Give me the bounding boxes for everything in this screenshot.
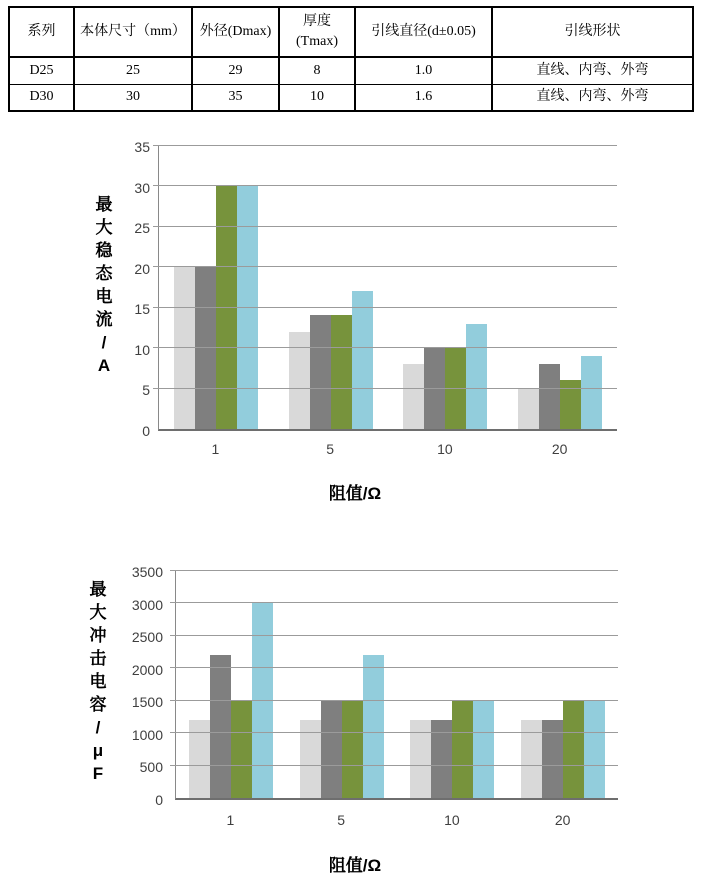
x-axis-title: 阻值/Ω [328, 856, 382, 875]
y-tick-label: 35 [134, 139, 150, 155]
table-cell: 30 [74, 84, 192, 111]
bar-green-series [563, 700, 584, 798]
table-cell: 直线、内弯、外弯 [492, 57, 693, 84]
y-tick-label: 0 [142, 423, 150, 439]
y-tick-label: 1500 [131, 694, 163, 711]
bar-blue-series [581, 356, 602, 429]
y-tick-label: 1000 [131, 726, 163, 743]
y-tick-label: 30 [134, 179, 150, 196]
y-axis-title-char: 大 [89, 603, 107, 622]
bar-blue-series [352, 291, 373, 429]
table-cell: D25 [9, 57, 74, 84]
bar-green-series [231, 700, 252, 798]
y-axis-title-char: 电 [89, 672, 107, 691]
y-tick-label: 15 [134, 301, 150, 318]
y-axis-title-char: / [95, 718, 101, 737]
y-tick-label: 20 [134, 260, 150, 277]
gridline [170, 667, 618, 668]
table-cell: 8 [279, 57, 355, 84]
bar-group [176, 570, 287, 798]
bar-group [508, 570, 619, 798]
table-row [9, 57, 693, 84]
gridline [170, 635, 618, 636]
y-tick-label: 500 [139, 759, 163, 776]
x-tick-label: 1 [211, 441, 220, 457]
spec-table-head [9, 7, 693, 57]
y-axis-title-char: A [97, 356, 111, 375]
y-axis-title-char: 最 [95, 195, 113, 214]
bar-group [503, 145, 618, 429]
gridline [170, 602, 618, 603]
bar-light-gray-series [289, 332, 310, 429]
bar-blue-series [584, 700, 605, 798]
x-tick-label: 10 [444, 812, 460, 828]
x-axis-title: 阻值/Ω [328, 484, 382, 503]
plot-area [158, 145, 617, 431]
y-tick-label: 2500 [131, 629, 163, 646]
gridline [170, 732, 618, 733]
column-header: 系列 [9, 7, 74, 57]
bar-light-gray-series [518, 388, 539, 429]
bar-groups [176, 570, 618, 798]
column-header: 引线直径(d±0.05) [355, 7, 492, 57]
gridline [170, 570, 618, 571]
column-header: 厚度(Tmax) [279, 7, 355, 57]
bar-group [274, 145, 389, 429]
table-cell: 1.0 [355, 57, 492, 84]
bar-light-gray-series [403, 364, 424, 429]
gridline [153, 388, 617, 389]
bar-blue-series [363, 655, 384, 798]
column-header: 本体尺寸（mm） [74, 7, 192, 57]
y-tick-label: 10 [134, 341, 150, 358]
table-cell: 10 [279, 84, 355, 111]
y-axis-title [84, 578, 112, 785]
y-tick-label: 5 [142, 382, 150, 399]
y-axis-title-char: μ [92, 741, 104, 760]
bar-groups [159, 145, 617, 429]
y-axis-title-char: 最 [89, 580, 107, 599]
column-header: 引线形状 [492, 7, 693, 57]
y-axis-title-char: 稳 [95, 241, 113, 260]
bar-group [159, 145, 274, 429]
y-axis-title-char: 冲 [89, 626, 107, 645]
bar-dark-gray-series [539, 364, 560, 429]
table-cell: 35 [192, 84, 279, 111]
gridline [153, 307, 617, 308]
plot-area [175, 570, 618, 800]
column-header: 外径(Dmax) [192, 7, 279, 57]
x-tick-label: 10 [437, 441, 453, 457]
bar-green-series [452, 700, 473, 798]
bar-blue-series [473, 700, 494, 798]
y-axis-title-char: 容 [89, 695, 107, 714]
x-tick-label: 1 [226, 812, 235, 828]
bar-group [388, 145, 503, 429]
spec-table-body [9, 57, 693, 111]
bar-blue-series [466, 324, 487, 429]
bar-group [397, 570, 508, 798]
gridline [153, 347, 617, 348]
y-tick-label: 0 [155, 792, 163, 808]
gridline [170, 765, 618, 766]
table-cell: 29 [192, 57, 279, 84]
gridline [153, 145, 617, 146]
gridline [153, 185, 617, 186]
table-cell: 直线、内弯、外弯 [492, 84, 693, 111]
y-tick-label: 25 [134, 220, 150, 237]
steady-state-current-chart [0, 135, 702, 505]
y-axis-ticks [113, 564, 163, 808]
x-tick-label: 5 [337, 812, 346, 828]
y-axis-title-char: 大 [95, 218, 113, 237]
bar-dark-gray-series [321, 700, 342, 798]
y-axis-title-char: 电 [95, 287, 113, 306]
spec-table [8, 6, 694, 112]
gridline [153, 226, 617, 227]
y-tick-label: 3500 [131, 564, 163, 580]
gridline [153, 266, 617, 267]
bar-green-series [331, 315, 352, 429]
bar-green-series [342, 700, 363, 798]
y-axis-title-char: 态 [95, 264, 113, 283]
y-axis-title-char: 流 [95, 310, 113, 329]
y-axis-title-char: 击 [89, 649, 107, 668]
x-tick-label: 20 [551, 441, 568, 457]
bar-group [287, 570, 398, 798]
table-row [9, 84, 693, 111]
x-tick-label: 5 [326, 441, 335, 457]
x-axis-ticks [175, 812, 618, 828]
y-axis-ticks [100, 139, 150, 439]
table-cell: D30 [9, 84, 74, 111]
y-tick-label: 2000 [131, 661, 163, 678]
spec-table-header-row [9, 7, 693, 57]
surge-capacitance-chart [0, 555, 702, 875]
x-axis-ticks [158, 441, 617, 457]
y-tick-label: 3000 [131, 596, 163, 613]
x-tick-label: 20 [554, 812, 571, 828]
bar-dark-gray-series [210, 655, 231, 798]
bar-dark-gray-series [310, 315, 331, 429]
table-cell: 25 [74, 57, 192, 84]
gridline [170, 700, 618, 701]
y-axis-title-char: / [101, 333, 107, 352]
table-cell: 1.6 [355, 84, 492, 111]
y-axis-title-char: F [92, 764, 104, 783]
